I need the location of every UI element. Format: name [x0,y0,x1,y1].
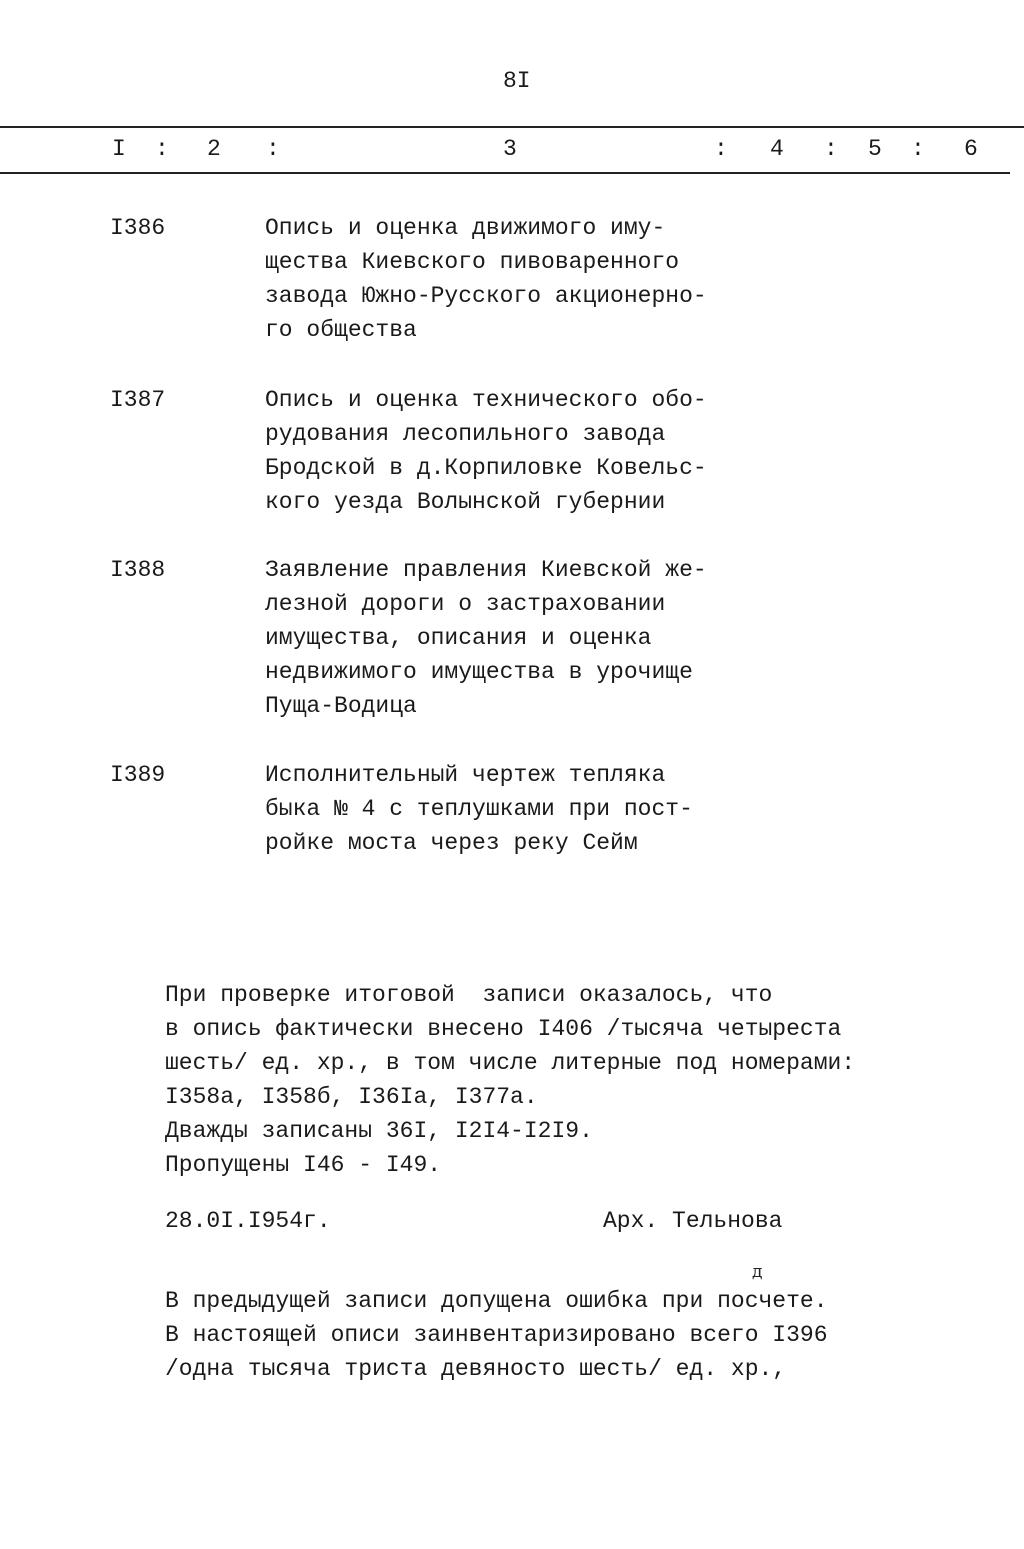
column-header: 4 [770,136,784,162]
column-separator: : [714,136,728,162]
entry-line: завода Южно-Русского акционерно- [265,283,707,309]
note-line: шесть/ ед. хр., в том числе литерные под номерами: [165,1050,856,1076]
page-number: 8I [503,68,531,94]
handwritten-insertion: д [752,1262,763,1282]
column-header: 3 [503,136,517,162]
column-separator: : [824,136,838,162]
note-line: При проверке итоговой записи оказалось, что [165,982,773,1008]
entry-number: I386 [110,215,166,241]
entry-line: Заявление правления Киевской же- [265,557,707,583]
entry-line: ройке моста через реку Сейм [265,830,638,856]
entry-line: Опись и оценка движимого иму- [265,215,666,241]
column-header: 6 [964,136,978,162]
entry-line: имущества, описания и оценка [265,625,652,651]
archivist-signature: Арх. Тельнова [603,1208,783,1234]
entry-line: рудования лесопильного завода [265,421,666,447]
column-header: 5 [868,136,882,162]
entry-number: I389 [110,762,166,788]
correction-line: /одна тысяча триста девяносто шесть/ ед. хр., [165,1356,787,1382]
column-separator: : [266,136,280,162]
entry-line: Исполнительный чертеж тепляка [265,762,666,788]
column-header: 2 [207,136,221,162]
entry-line: Опись и оценка технического обо- [265,387,707,413]
note-line: I358а, I358б, I36Iа, I377а. [165,1084,538,1110]
entry-title [265,211,707,347]
entry-line: быка № 4 с теплушками при пост- [265,796,693,822]
entry-number: I387 [110,387,166,413]
note-line: Дважды записаны 36I, I2I4-I2I9. [165,1118,593,1144]
entry-line: Пуща-Водица [265,693,417,719]
column-header: I [112,136,126,162]
entry-title [265,758,693,860]
verification-note [165,978,855,1182]
note-date: 28.0I.I954г. [165,1208,331,1234]
entry-line: Бродской в д.Корпиловке Ковельс- [265,455,707,481]
entry-number: I388 [110,557,166,583]
correction-line: В настоящей описи заинвентаризировано всего I396 [165,1322,828,1348]
note-line: в опись фактически внесено I406 /тысяча четыреста [165,1016,842,1042]
note-line: Пропущены I46 - I49. [165,1152,442,1178]
correction-line: В предыдущей записи допущена ошибка при посчете. [165,1288,828,1314]
entry-line: щества Киевского пивоваренного [265,249,680,275]
column-separator: : [911,136,925,162]
correction-note [165,1284,828,1386]
header-top-rule [0,126,1024,128]
entry-line: лезной дороги о застраховании [265,591,666,617]
entry-line: недвижимого имущества в урочище [265,659,693,685]
entry-line: кого уезда Волынской губернии [265,489,666,515]
entry-title [265,383,707,519]
column-separator: : [155,136,169,162]
entry-title [265,553,707,723]
entry-line: го общества [265,317,417,343]
header-bottom-rule [0,172,1010,174]
